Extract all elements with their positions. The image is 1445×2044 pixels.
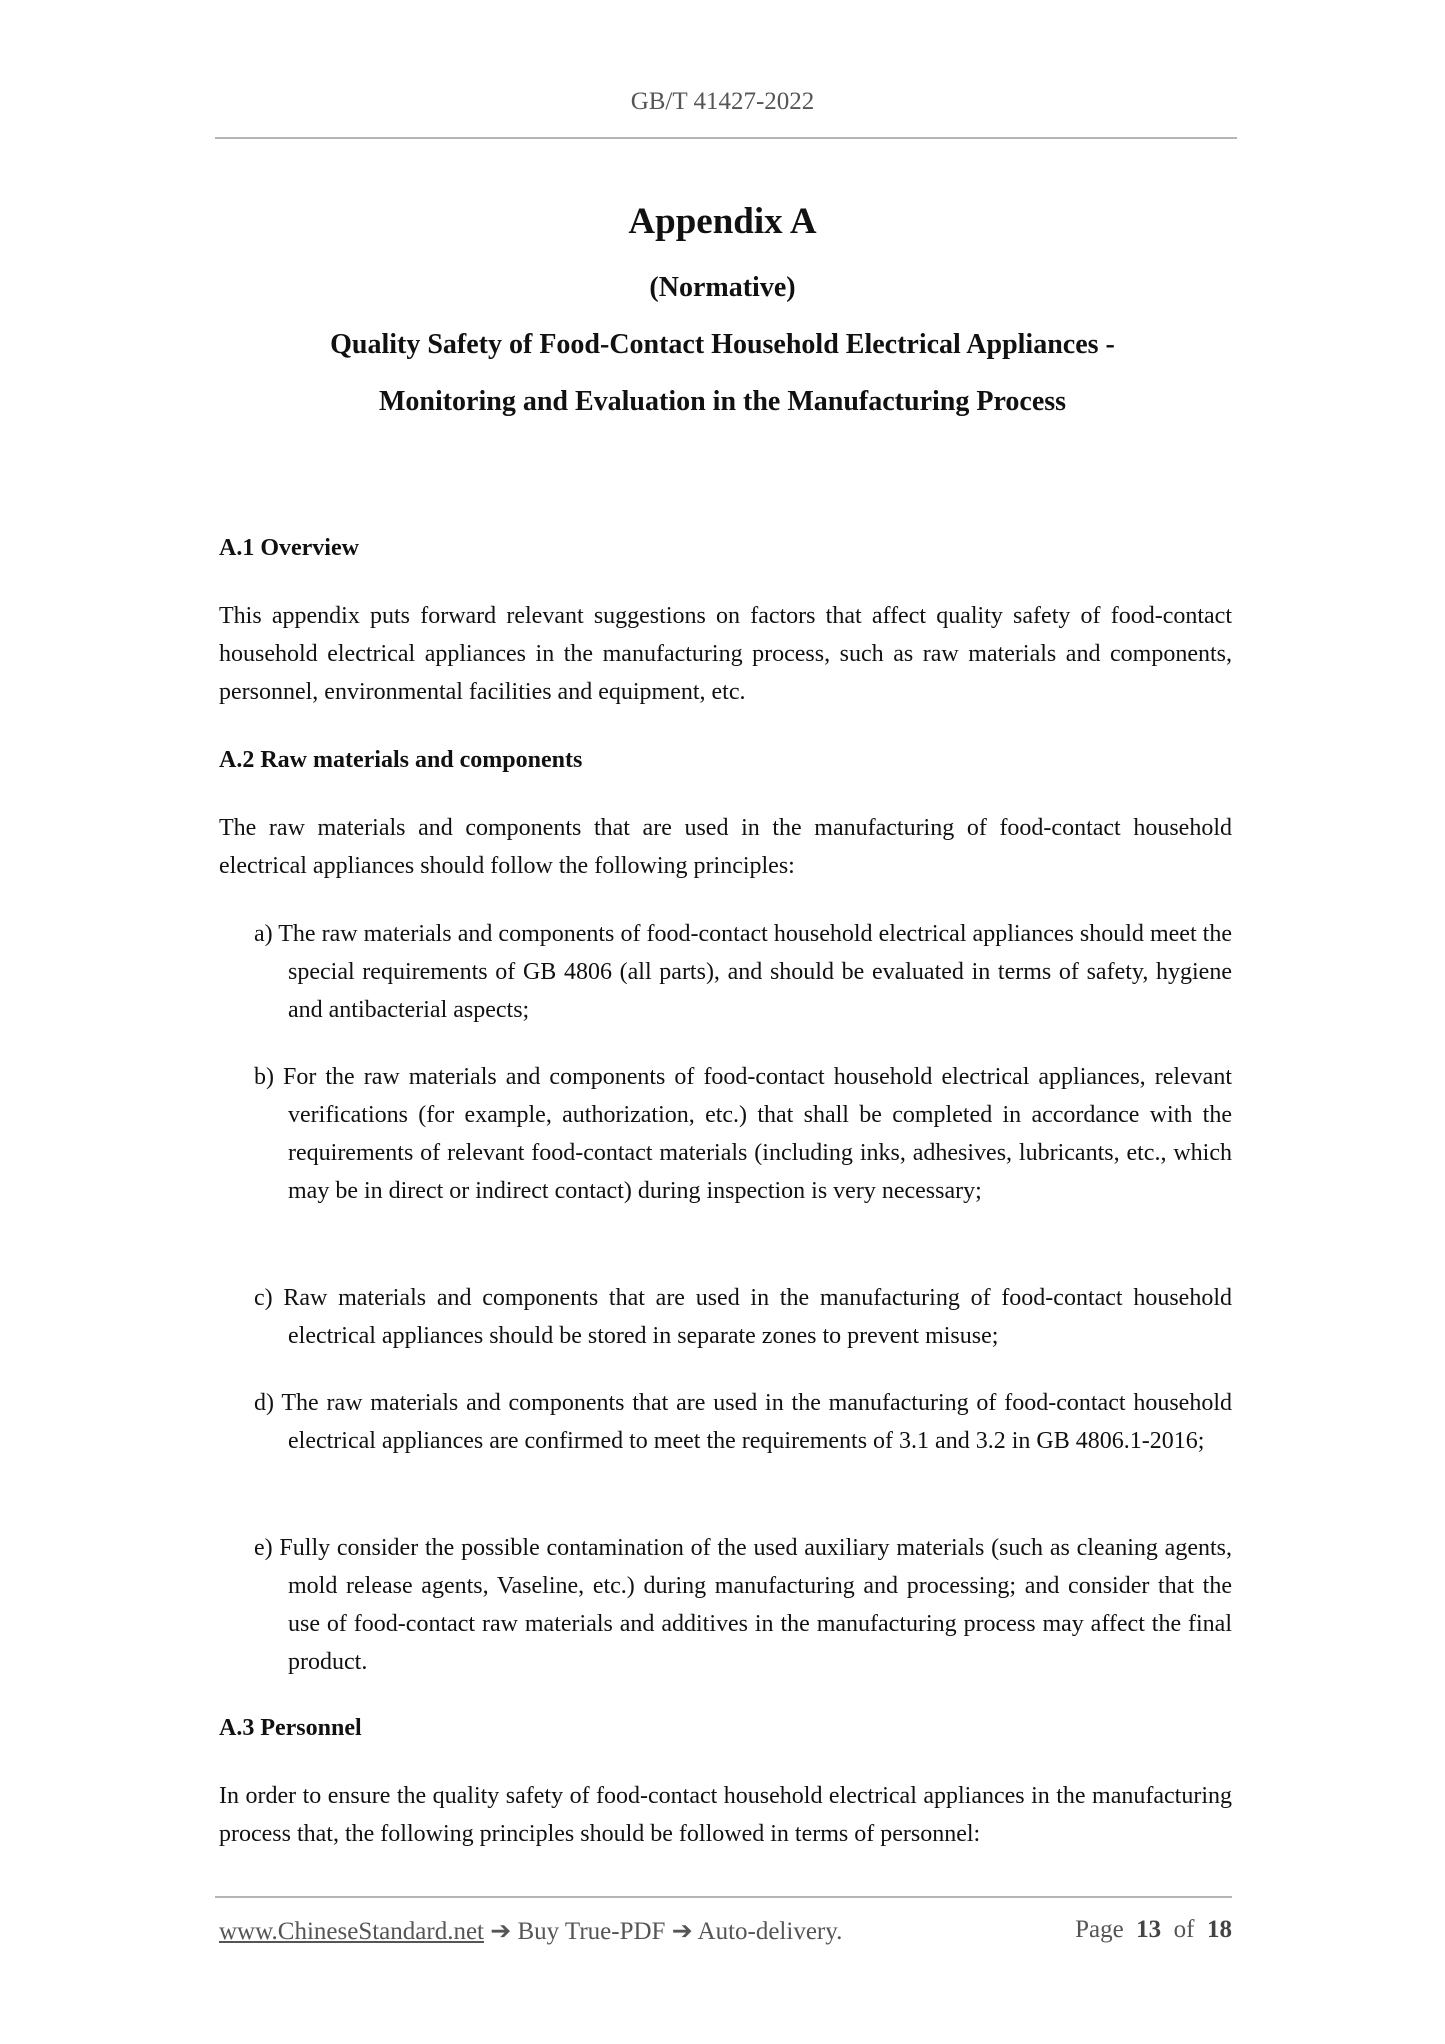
of-label: of: [1173, 1916, 1195, 1943]
delivery-text: Auto-delivery.: [697, 1918, 843, 1945]
footer-rule: [215, 1896, 1232, 1898]
footer: [219, 1916, 1232, 1946]
total-pages: 18: [1207, 1916, 1232, 1943]
appendix-title: Appendix A: [628, 201, 817, 242]
website-link[interactable]: www.ChineseStandard.net: [219, 1918, 484, 1945]
appendix-subtitle-line2: Monitoring and Evaluation in the Manufacturing Process: [378, 386, 1067, 417]
appendix-type: (Normative): [649, 272, 796, 303]
arrow-icon: ➔: [490, 1918, 512, 1945]
header-rule: [215, 137, 1237, 139]
running-header: GB/T 41427-2022: [630, 88, 815, 115]
paragraph-a3: In order to ensure the quality safety of food-contact household electrical appliances in the manufacturing process that, the following principles should be followed in terms of personnel:: [219, 1783, 1232, 1847]
list-item-b: b) For the raw materials and components of food-contact household electrical appliances, relevant verifications (for example, authorization, etc.) that shall be completed in accordance with the requirements of relevant food-contact materials (including inks, adhesives, lubricants, etc., which may be in direct or indirect contact) during inspection is very necessary;: [254, 1064, 1232, 1204]
paragraph-a2: The raw materials and components that are used in the manufacturing of food-contact household electrical appliances should follow the following principles:: [219, 815, 1232, 879]
list-item-c: c) Raw materials and components that are used in the manufacturing of food-contact household electrical appliances should be stored in separate zones to prevent misuse;: [254, 1285, 1232, 1349]
section-heading-a3: A.3 Personnel: [219, 1715, 362, 1741]
page-number: [1075, 1916, 1232, 1944]
arrow-icon: ➔: [671, 1918, 693, 1945]
current-page: 13: [1136, 1916, 1162, 1943]
list-item-d: d) The raw materials and components that are used in the manufacturing of food-contact household electrical appliances are confirmed to meet the requirements of 3.1 and 3.2 in GB 4806.1-2016;: [254, 1390, 1232, 1454]
section-heading-a1: A.1 Overview: [219, 535, 359, 561]
page-label: Page: [1075, 1916, 1124, 1943]
paragraph-a1: This appendix puts forward relevant suggestions on factors that affect quality safety of food-contact household electrical appliances in the manufacturing process, such as raw materials and components, personnel, environmental facilities and equipment, etc.: [219, 603, 1232, 705]
list-item-a: a) The raw materials and components of food-contact household electrical appliances should meet the special requirements of GB 4806 (all parts), and should be evaluated in terms of safety, hygiene and antibacterial aspects;: [254, 921, 1232, 1023]
section-heading-a2: A.2 Raw materials and components: [219, 747, 583, 773]
buy-text: Buy True-PDF: [517, 1918, 666, 1945]
appendix-subtitle-line1: Quality Safety of Food-Contact Household Electrical Appliances -: [330, 329, 1115, 360]
list-item-e: e) Fully consider the possible contamination of the used auxiliary materials (such as cleaning agents, mold release agents, Vaseline, etc.) during manufacturing and processing; and consider that the use of food-contact raw materials and additives in the manufacturing process may affect the final product.: [254, 1535, 1232, 1675]
